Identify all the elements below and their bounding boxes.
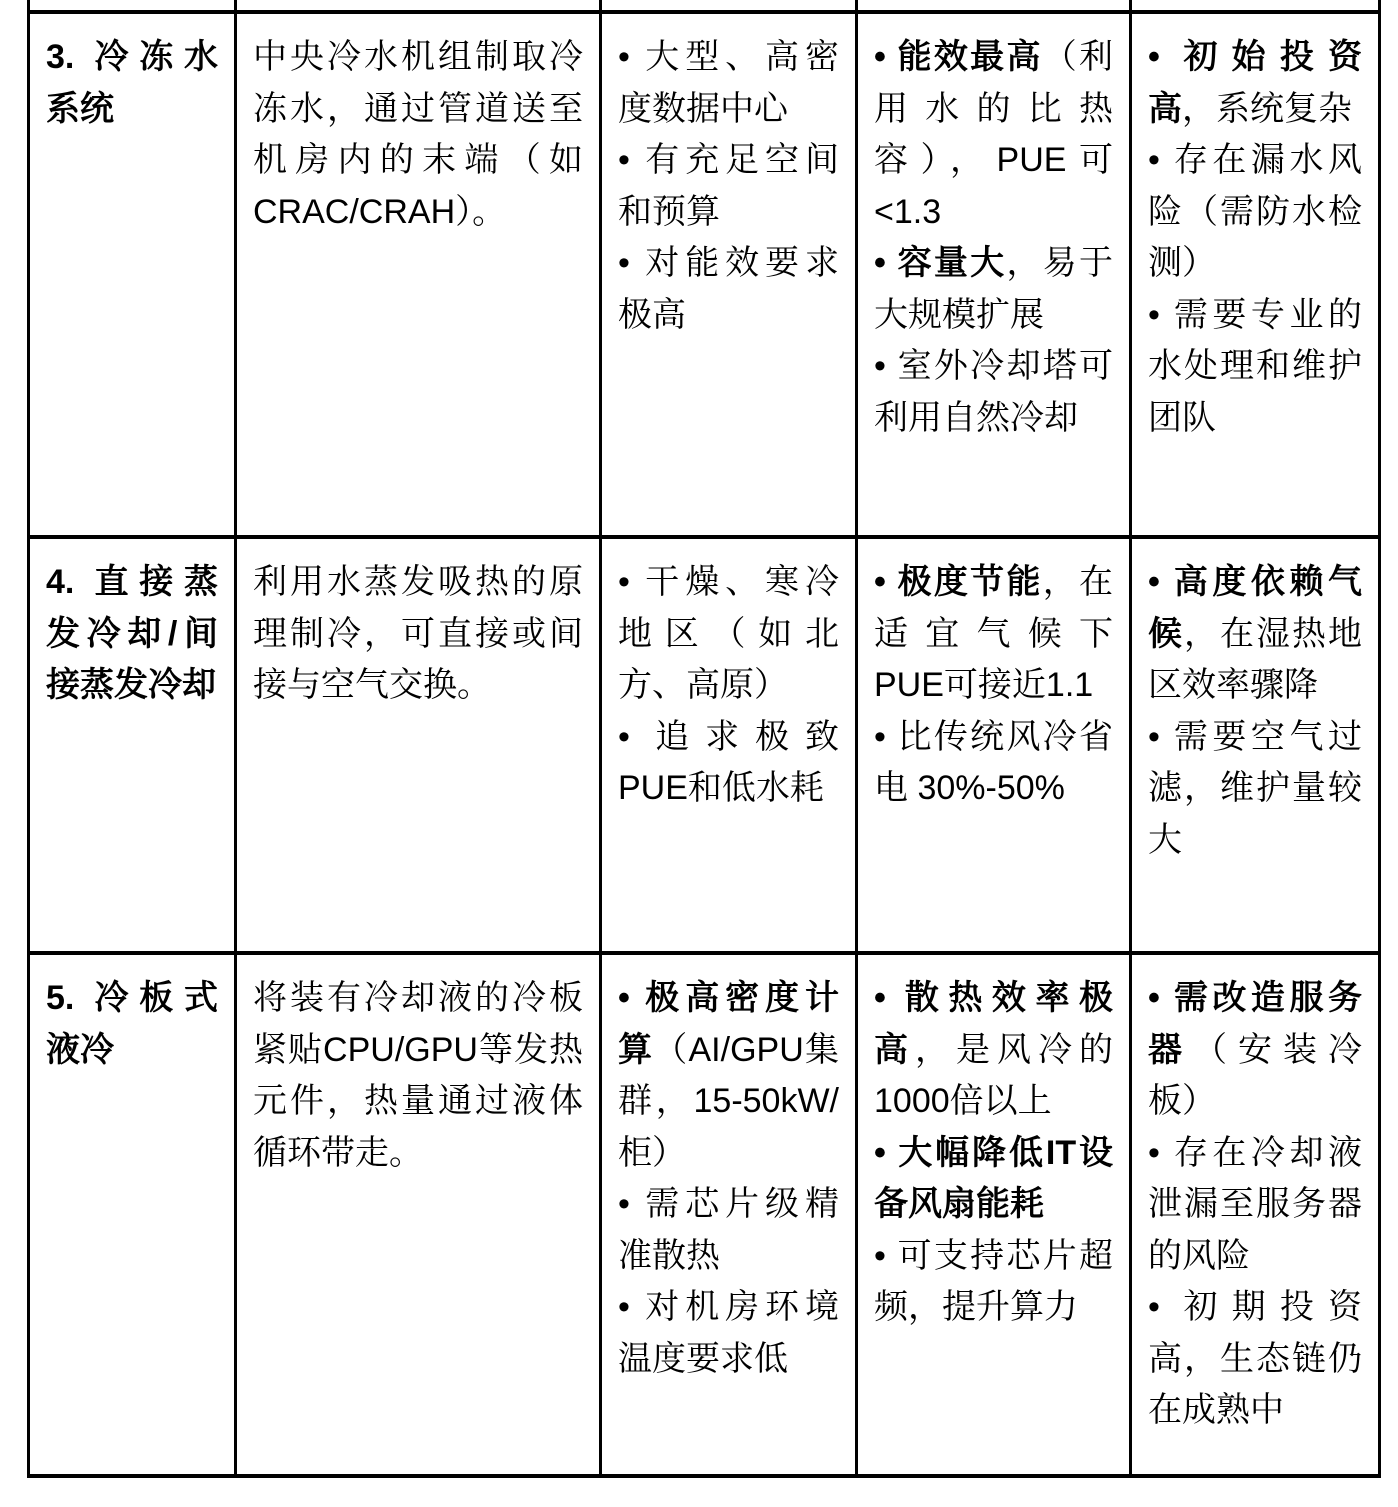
clipped-cell <box>236 0 601 12</box>
clipped-cell <box>601 0 857 12</box>
bullet-item: • 需改造服务器（安装冷板） <box>1148 979 1362 1120</box>
bullet-emphasis: • 需改造服务器 <box>1148 979 1362 1069</box>
table-row <box>29 12 1380 537</box>
row-label-cell: 3. 冷冻水系统 <box>29 12 236 537</box>
bullet-item: • 需要专业的水处理和维护团队 <box>1148 295 1362 437</box>
bullet-item: • 对能效要求极高 <box>618 244 839 334</box>
cooling-systems-table <box>27 0 1381 1478</box>
description-cell: 将装有冷却液的冷板紧贴CPU/GPU等发热元件，热量通过液体循环带走。 <box>236 953 601 1476</box>
cons-cell <box>1131 953 1380 1476</box>
bullet-item: • 散热效率极高，是风冷的1000倍以上 <box>874 979 1113 1120</box>
table-body <box>29 0 1380 1476</box>
bullet-item: • 高度依赖气候，在湿热地区效率骤降 <box>1148 563 1362 704</box>
bullet-item: • 存在漏水风险（需防水检测） <box>1148 141 1362 282</box>
bullet-item: • 初期投资高，生态链仍在成熟中 <box>1148 1288 1362 1429</box>
pros-cell <box>857 953 1131 1476</box>
bullet-emphasis: • 容量大 <box>874 244 1007 282</box>
clipped-row-top <box>29 0 1380 12</box>
bullet-item: • 极度节能，在适宜气候下PUE可接近1.1 <box>874 563 1113 704</box>
bullet-item: • 存在冷却液泄漏至服务器的风险 <box>1148 1133 1362 1275</box>
bullet-item: • 对机房环境温度要求低 <box>618 1288 839 1378</box>
scenarios-cell <box>601 537 857 953</box>
bullet-emphasis: • 极高密度计算 <box>618 979 839 1069</box>
bullet-item: • 极高密度计算（AI/GPU集群，15-50kW/柜） <box>618 979 839 1172</box>
scenarios-cell <box>601 953 857 1476</box>
cons-cell <box>1131 537 1380 953</box>
bullet-item <box>874 1128 1113 1231</box>
row-label-cell: 4. 直接蒸发冷却/间接蒸发冷却 <box>29 537 236 953</box>
bullet-emphasis: • 初始投资高 <box>1148 38 1362 128</box>
pros-cell <box>857 537 1131 953</box>
description-cell: 利用水蒸发吸热的原理制冷，可直接或间接与空气交换。 <box>236 537 601 953</box>
bullet-item: • 容量大，易于大规模扩展 <box>874 244 1113 334</box>
bullet-emphasis: • 高度依赖气候 <box>1148 563 1362 653</box>
bullet-item: • 室外冷却塔可利用自然冷却 <box>874 347 1113 437</box>
bullet-item: • 追求极致PUE和低水耗 <box>618 717 839 807</box>
pros-cell <box>857 12 1131 537</box>
description-cell: 中央冷水机组制取冷冻水，通过管道送至机房内的末端（如 CRAC/CRAH）。 <box>236 12 601 537</box>
scenarios-cell <box>601 12 857 537</box>
bullet-item: • 大型、高密度数据中心 <box>618 38 839 128</box>
bullet-emphasis: • 极度节能 <box>874 563 1043 601</box>
cons-cell <box>1131 12 1380 537</box>
bullet-emphasis: • 大幅降低IT设备风扇能耗 <box>874 1133 1113 1223</box>
clipped-cell <box>857 0 1131 12</box>
clipped-cell <box>1131 0 1380 12</box>
table-row <box>29 953 1380 1476</box>
row-label-cell: 5. 冷板式液冷 <box>29 953 236 1476</box>
bullet-item: • 需芯片级精准散热 <box>618 1185 839 1275</box>
bullet-emphasis: • 散热效率极高 <box>874 979 1113 1069</box>
bullet-item: • 比传统风冷省电 30%-50% <box>874 717 1113 807</box>
bullet-item: • 需要空气过滤，维护量较大 <box>1148 717 1362 859</box>
bullet-item: • 能效最高（利用水的比热容），PUE可<1.3 <box>874 38 1113 231</box>
table-row <box>29 537 1380 953</box>
bullet-item: • 干燥、寒冷地区（如北方、高原） <box>618 563 839 704</box>
bullet-item: • 有充足空间和预算 <box>618 141 839 231</box>
clipped-cell <box>29 0 236 12</box>
bullet-item: • 初始投资高，系统复杂 <box>1148 38 1362 128</box>
bullet-item: • 可支持芯片超频，提升算力 <box>874 1236 1113 1326</box>
bullet-emphasis: • 能效最高 <box>874 38 1043 76</box>
